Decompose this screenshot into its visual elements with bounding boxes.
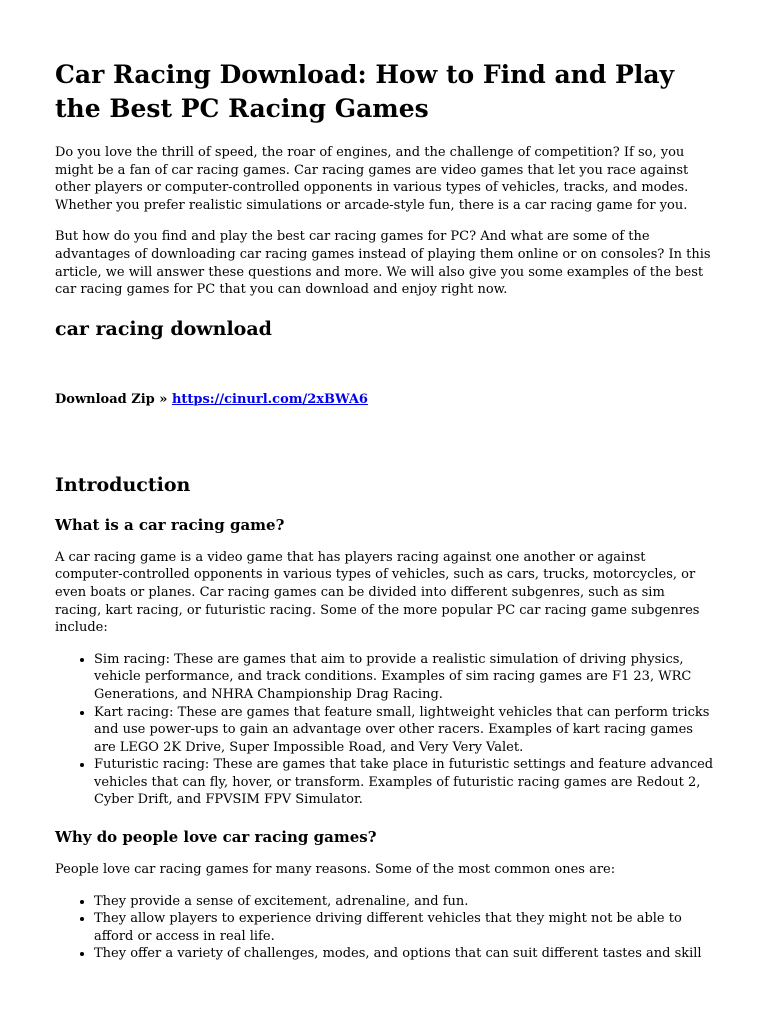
introduction-heading: Introduction bbox=[55, 473, 191, 496]
why-love-paragraph: People love car racing games for many reasons. Some of the most common ones are: bbox=[55, 862, 616, 878]
download-line bbox=[55, 391, 715, 409]
list-item: • They offer a variety of challenges, modes, and options that can suit different tastes and skill bbox=[94, 945, 715, 963]
download-label: Download Zip » bbox=[55, 391, 168, 407]
document-page bbox=[55, 58, 715, 977]
what-is-heading: What is a car racing game? bbox=[55, 515, 285, 534]
list-item: • Kart racing: These are games that feature small, lightweight vehicles that can perform tricks and use power-ups to gain an advantage over other racers. Examples of kart racing games are LEGO 2K Drive, Super Impossible Road, and Very Very Valet. bbox=[94, 704, 715, 757]
why-love-heading: Why do people love car racing games? bbox=[55, 828, 377, 847]
list-item: • They allow players to experience driving different vehicles that they might not be able to afford or access in real life. bbox=[94, 910, 715, 945]
intro-paragraph-1: Do you love the thrill of speed, the roar of engines, and the challenge of competition? If so, you might be a fan of car racing games. Car racing games are video games that let you race against other players or computer-controlled opponents in various types of vehicles, tracks, and modes. Whether you prefer realistic simulations or arcade-style fun, there is a car racing game for you. bbox=[55, 145, 689, 213]
reasons-list bbox=[55, 893, 715, 963]
keyword-heading: car racing download bbox=[55, 317, 272, 340]
intro-paragraph-2: But how do you find and play the best car racing games for PC? And what are some of the advantages of downloading car racing games instead of playing them online or on consoles? In this article, we will answer these questions and more. We will also give you some examples of the best car racing games for PC that you can download and enjoy right now. bbox=[55, 229, 711, 298]
download-link[interactable]: https://cinurl.com/2xBWA6 bbox=[171, 391, 368, 407]
list-item: • They provide a sense of excitement, adrenaline, and fun. bbox=[94, 893, 715, 911]
page-title: Car Racing Download: How to Find and Play the Best PC Racing Games bbox=[55, 60, 675, 123]
list-item: • Sim racing: These are games that aim to provide a realistic simulation of driving physics, vehicle performance, and track conditions. Examples of sim racing games are F1 23, WRC Generations, and NHRA Championship Drag Racing. bbox=[94, 651, 715, 704]
list-item: • Futuristic racing: These are games that take place in futuristic settings and feature advanced vehicles that can fly, hover, or transform. Examples of futuristic racing games are Redout 2, Cyber Drift, and FPVSIM FPV Simulator. bbox=[94, 756, 715, 809]
what-is-paragraph: A car racing game is a video game that has players racing against one another or against computer-controlled opponents in various types of vehicles, such as cars, trucks, motorcycles, or even boats or planes. Car racing games can be divided into different subgenres, such as sim racing, kart racing, or futuristic racing. Some of the more popular PC car racing game subgenres include: bbox=[55, 549, 700, 636]
subgenre-list bbox=[55, 651, 715, 809]
